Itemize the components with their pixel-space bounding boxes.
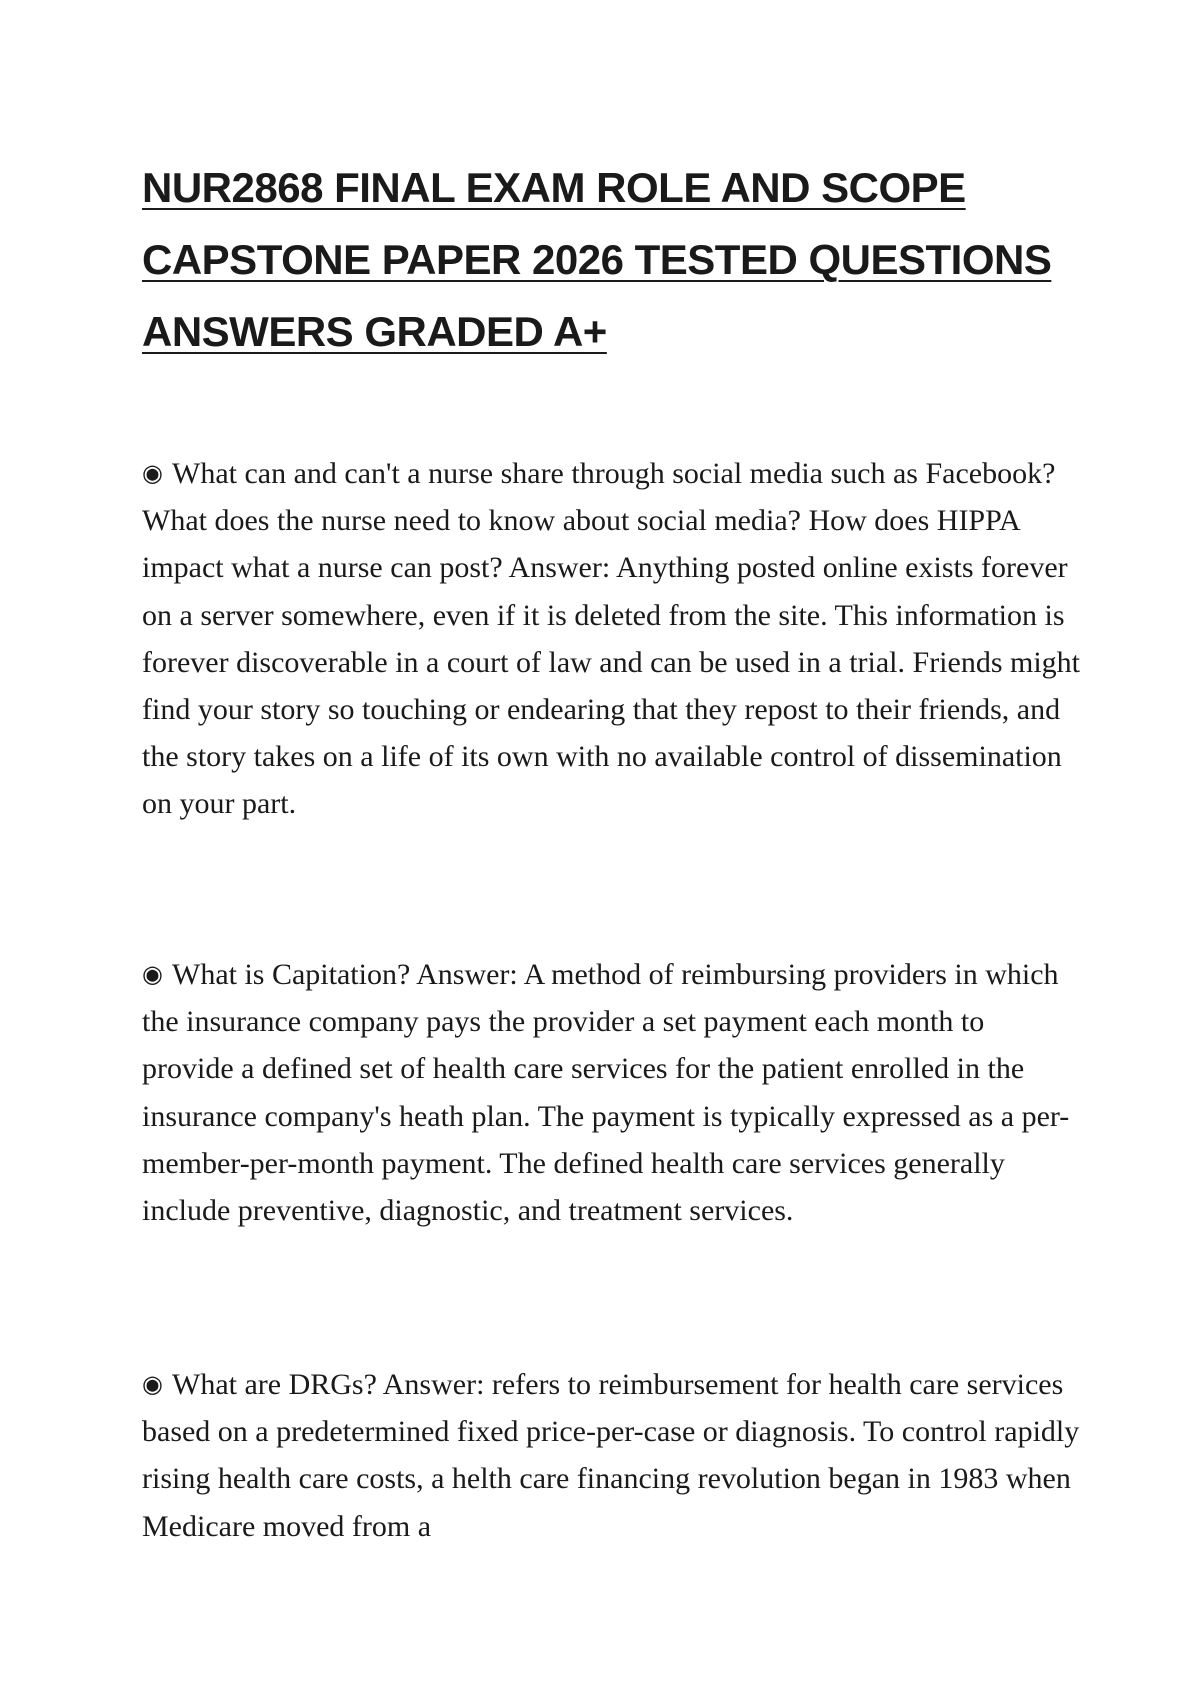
qa-entry-text: What are DRGs? Answer: refers to reimbursement for health care services based on a predetermined fixed price-per-case or diagnosis. To control rapidly rising health care costs, a helth care financing revolution began in 1983 when Medicare moved from a [142,1368,1080,1543]
document-title [142,152,1062,368]
qa-entry-social-media [142,450,1082,828]
bullet-icon: ◉ [142,1372,163,1398]
title-line-3: ANSWERS GRADED A+ [142,308,607,355]
qa-entry-text: What can and can't a nurse share through social media such as Facebook? What does the nurse need to know about social media? How does HIPPA impact what a nurse can post? Answer: Anything posted online exists forever on a server somewhere, even if it is deleted from the site. This information is forever discoverable in a court of law and can be used in a trial. Friends might find your story so touching or endearing that they repost to their friends, and the story takes on a life of its own with no available control of dissemination on your part. [142,457,1081,821]
bullet-icon: ◉ [142,962,163,988]
qa-entry-text: What is Capitation? Answer: A method of reimbursing providers in which the insurance company pays the provider a set payment each month to provide a defined set of health care services for the patient enrolled in the insurance company's heath plan. The payment is typically expressed as a per-member-per-month payment. The defined health care services generally include preventive, diagnostic, and treatment services. [142,958,1070,1228]
qa-entry-drgs [142,1361,1082,1550]
title-line-2: CAPSTONE PAPER 2026 TESTED QUESTIONS [142,236,1052,283]
title-line-1: NUR2868 FINAL EXAM ROLE AND SCOPE [142,164,966,211]
bullet-icon: ◉ [142,461,163,487]
qa-entry-capitation [142,951,1082,1234]
